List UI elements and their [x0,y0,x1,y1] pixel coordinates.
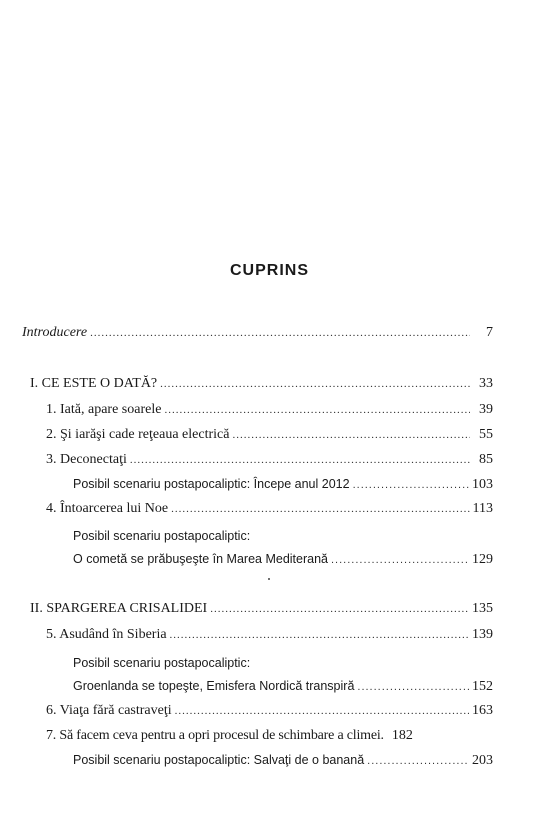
entry-page: 182 [391,728,413,743]
entry-page: 139 [472,627,493,642]
entry-label: 1. Iată, apare soarele [46,402,162,417]
scenario-3-heading: Posibil scenariu postapocaliptic: [73,656,251,670]
dot-leader [357,681,469,693]
toc-entry-scenario-1 [73,477,493,493]
page-title: CUPRINS [229,262,309,279]
entry-label: Groenlanda se topeşte, Emisfera Nordică transpiră [73,679,355,693]
dot-leader [164,404,470,416]
entry-page: 85 [479,452,493,467]
entry-page: 7 [486,325,493,340]
entry-label: Posibil scenariu postapocaliptic: Începe anul 2012 [73,477,350,491]
toc-entry-part-2 [30,601,493,617]
dot-leader [232,429,470,441]
toc-entry-chapter-7 [46,728,493,744]
dot-leader [353,479,469,491]
toc-entry-chapter-2 [46,427,493,443]
toc-entry-chapter-6 [46,703,493,719]
entry-page: 33 [479,376,493,391]
entry-page: 113 [472,501,493,516]
toc-entry-scenario-3 [73,679,493,695]
dot-leader [171,503,469,515]
toc-entry-chapter-1 [46,402,493,418]
entry-label: 2. Şi iarăşi cade reţeaua electrică [46,427,230,442]
dot-leader [367,755,469,767]
entry-label: 4. Întoarcerea lui Noe [46,501,169,516]
toc-entry-scenario-2 [73,552,493,568]
dot-leader [130,454,470,466]
entry-label: Introducere [22,325,88,340]
entry-label: 3. Deconectaţi [46,452,127,467]
entry-label: 6. Viaţa fără castraveţi [46,703,172,718]
dot-leader [160,378,470,390]
toc-entry-chapter-3 [46,452,493,468]
entry-page: 135 [472,601,493,616]
dot-leader [170,629,469,641]
toc-entry-scenario-4 [73,753,493,769]
entry-label: 7. Să facem ceva pentru a opri procesul de schimbare a climei. [46,728,384,743]
dot-leader [175,705,469,717]
entry-page: 152 [472,679,493,694]
toc-entry-chapter-4 [46,501,493,517]
toc-entry-chapter-5 [46,627,493,643]
toc-entry-introduction [22,325,493,341]
entry-label: O cometă se prăbuşeşte în Marea Mediterană [73,552,328,566]
entry-label: 5. Asudând în Siberia [46,627,167,642]
entry-page: 55 [479,427,493,442]
print-speck [268,578,270,580]
entry-page: 163 [472,703,493,718]
scenario-2-heading: Posibil scenariu postapocaliptic: [73,529,251,543]
entry-page: 39 [479,402,493,417]
entry-page: 203 [472,753,493,768]
dot-leader [210,603,469,615]
dot-leader [331,554,469,566]
entry-page: 103 [472,477,493,492]
entry-label: II. SPARGEREA CRISALIDEI [30,601,208,616]
entry-label: I. CE ESTE O DATĂ? [30,376,158,391]
entry-label: Posibil scenariu postapocaliptic: Salvaţi de o banană [73,753,365,767]
entry-page: 129 [472,552,493,567]
toc-entry-part-1 [30,376,493,392]
dot-leader [90,327,470,339]
